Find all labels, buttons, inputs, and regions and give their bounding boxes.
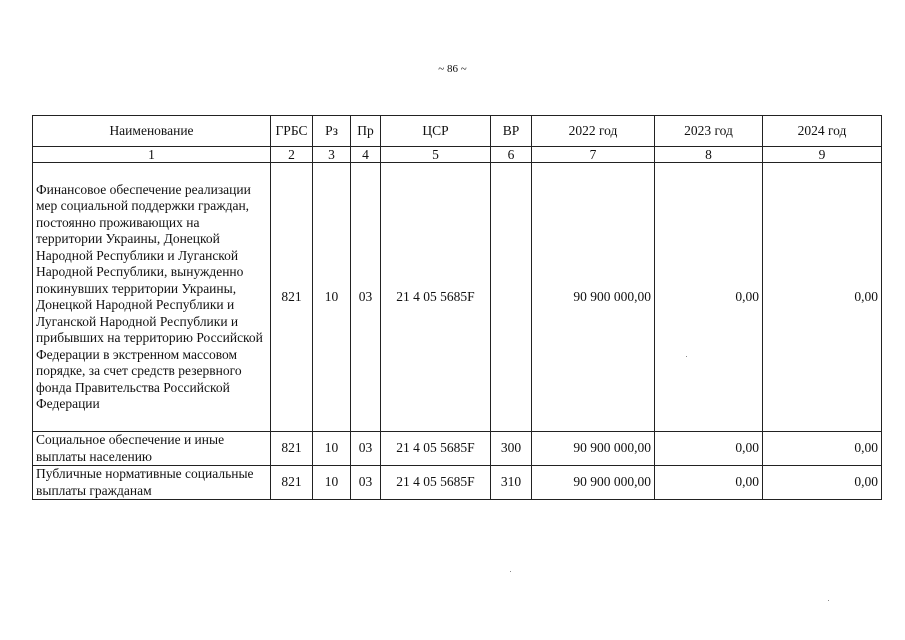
table-row [33,466,882,500]
row-name: Социальное обеспечение и иные выплаты населению [33,432,271,466]
row-pr: 03 [351,466,381,500]
row-vr: 310 [491,466,532,500]
column-number: 8 [655,147,763,163]
header-pr: Пр [351,116,381,147]
header-rz: Рз [313,116,351,147]
table-row [33,432,882,466]
row-2022: 90 900 000,00 [532,163,655,432]
scan-speck [686,356,687,357]
row-2023: 0,00 [655,432,763,466]
header-name: Наименование [33,116,271,147]
header-2022: 2022 год [532,116,655,147]
row-csr: 21 4 05 5685F [381,432,491,466]
row-vr: 300 [491,432,532,466]
row-rz: 10 [313,466,351,500]
column-number: 1 [33,147,271,163]
column-number: 5 [381,147,491,163]
page-number: ~ 86 ~ [438,63,467,75]
row-2024: 0,00 [763,432,882,466]
scan-speck [828,600,829,601]
row-rz: 10 [313,163,351,432]
row-pr: 03 [351,432,381,466]
header-2024: 2024 год [763,116,882,147]
row-grbs: 821 [271,432,313,466]
budget-table [32,115,882,500]
row-rz: 10 [313,432,351,466]
row-name: Финансовое обеспечение реализации мер социальной поддержки граждан, постоянно проживающих на территории Украины, Донецкой Народной Республики и Луганской Народной Республики, вынужденно покинувших территории Украины, Донецкой Народной Республики и Луганской Народной Республики и прибывших на территорию Российской Федерации в экстренном массовом порядке, за счет средств резервного фонда Правительства Российской Федерации [33,163,271,432]
column-number: 9 [763,147,882,163]
header-2023: 2023 год [655,116,763,147]
row-grbs: 821 [271,466,313,500]
column-number: 6 [491,147,532,163]
row-grbs: 821 [271,163,313,432]
table-row [33,163,882,432]
row-2023: 0,00 [655,163,763,432]
header-csr: ЦСР [381,116,491,147]
row-pr: 03 [351,163,381,432]
row-2023: 0,00 [655,466,763,500]
row-vr [491,163,532,432]
column-number: 2 [271,147,313,163]
column-number: 4 [351,147,381,163]
header-vr: ВР [491,116,532,147]
row-2024: 0,00 [763,466,882,500]
column-number: 3 [313,147,351,163]
row-2024: 0,00 [763,163,882,432]
row-csr: 21 4 05 5685F [381,466,491,500]
column-number-row [33,147,882,163]
scan-speck [510,571,511,572]
row-2022: 90 900 000,00 [532,432,655,466]
header-grbs: ГРБС [271,116,313,147]
row-csr: 21 4 05 5685F [381,163,491,432]
header-row [33,116,882,147]
row-name: Публичные нормативные социальные выплаты гражданам [33,466,271,500]
row-2022: 90 900 000,00 [532,466,655,500]
column-number: 7 [532,147,655,163]
